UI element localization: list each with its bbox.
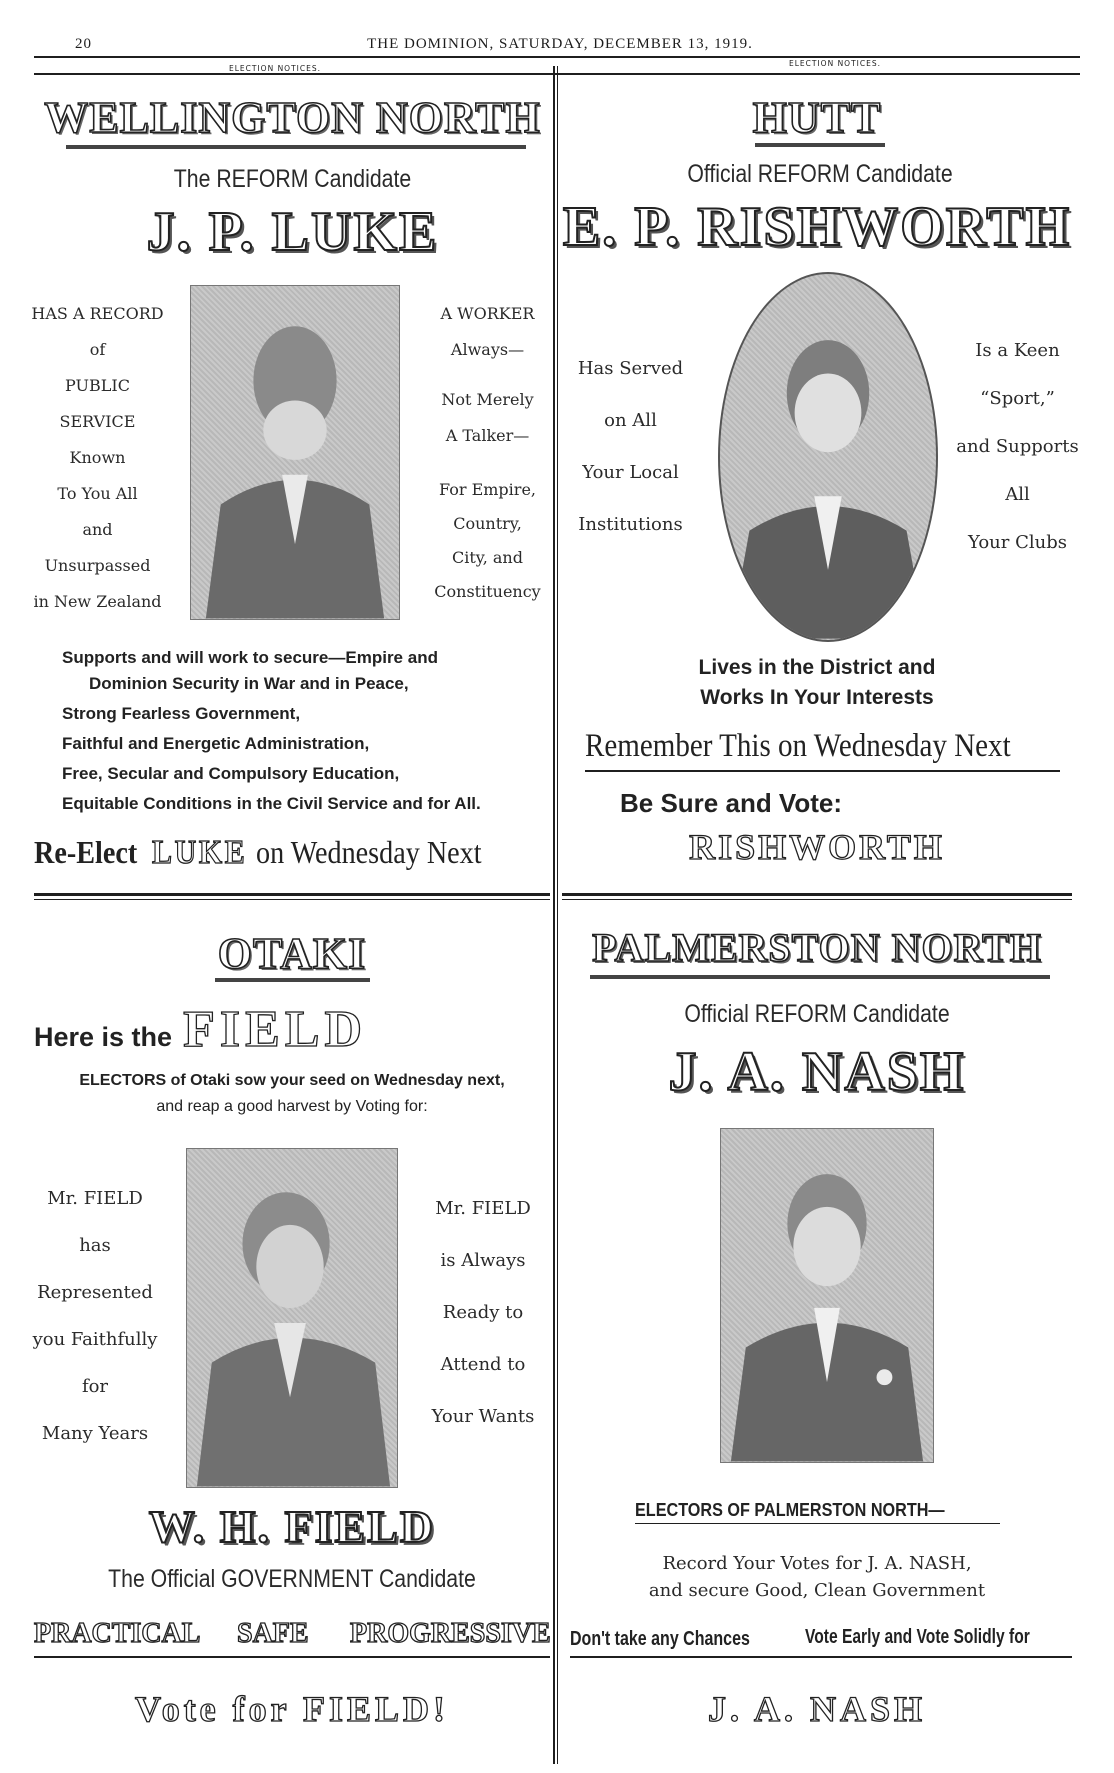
mid-divider-left bbox=[34, 893, 550, 896]
traits-line bbox=[34, 1618, 550, 1658]
trait-safe: SAFE bbox=[237, 1618, 309, 1649]
electors-line-1: ELECTORS of Otaki sow your seed on Wednesday next, bbox=[79, 1072, 505, 1089]
candidate-portrait bbox=[720, 1128, 934, 1463]
column-line: Has Served bbox=[577, 358, 684, 379]
left-column-text bbox=[568, 360, 693, 568]
column-line: you Faithfully bbox=[32, 1329, 158, 1350]
column-line: Constituency bbox=[434, 582, 541, 601]
column-line: Is a Keen bbox=[975, 340, 1060, 361]
chances-line: Don't take any Chances bbox=[570, 1628, 750, 1650]
column-line: “Sport,” bbox=[980, 388, 1055, 409]
candidate-portrait bbox=[190, 285, 400, 620]
electors-heading: ELECTORS OF PALMERSTON NORTH— bbox=[635, 1500, 945, 1520]
column-line: City, and bbox=[452, 548, 523, 567]
lives-line-2: Works In Your Interests bbox=[700, 686, 934, 709]
column-line: Not Merely bbox=[441, 390, 534, 409]
mid-divider-right bbox=[562, 893, 1072, 896]
platform-item: Supports and will work to secure—Empire and bbox=[62, 648, 438, 667]
vote-early-line: Vote Early and Vote Solidly for bbox=[805, 1626, 1030, 1648]
page-number: 20 bbox=[75, 36, 92, 52]
candidate-portrait bbox=[718, 272, 938, 642]
left-column-text bbox=[30, 306, 165, 630]
platform-item: Strong Fearless Government, bbox=[62, 704, 301, 723]
trait-practical: PRACTICAL bbox=[34, 1618, 201, 1649]
district-heading: PALMERSTON NORTH bbox=[592, 925, 1042, 970]
remember-underline bbox=[585, 770, 1060, 772]
vote-name: J. A. NASH bbox=[707, 1689, 927, 1729]
section-label-left: ELECTION NOTICES. bbox=[228, 64, 321, 73]
column-line: Represented bbox=[37, 1282, 153, 1303]
vote-for-line: Vote for FIELD! bbox=[135, 1689, 449, 1729]
vote-name: RISHWORTH bbox=[689, 827, 945, 867]
column-line: SERVICE bbox=[59, 412, 136, 431]
heading-underline bbox=[590, 975, 1050, 979]
column-line: PUBLIC bbox=[65, 376, 130, 395]
platform-item: Faithful and Energetic Administration, bbox=[62, 734, 370, 753]
column-line: Mr. FIELD bbox=[435, 1198, 531, 1219]
column-line: Your Clubs bbox=[968, 532, 1067, 553]
portrait-illustration bbox=[721, 1129, 933, 1462]
column-line: All bbox=[1005, 484, 1030, 505]
right-column-text bbox=[955, 342, 1080, 582]
candidate-name: J. A. NASH bbox=[668, 1041, 966, 1103]
field-word: FIELD bbox=[183, 1001, 368, 1058]
column-line: Known bbox=[69, 448, 126, 467]
portrait-illustration bbox=[720, 274, 936, 640]
chances-underline bbox=[570, 1656, 1072, 1658]
district-heading: HUTT bbox=[752, 93, 882, 142]
column-line: is Always bbox=[440, 1250, 526, 1271]
column-line: has bbox=[79, 1235, 111, 1256]
column-line: Attend to bbox=[440, 1354, 526, 1375]
electors-underline bbox=[635, 1523, 1000, 1524]
mid-divider-left-2 bbox=[34, 899, 550, 900]
trait-progressive: PROGRESSIVE bbox=[350, 1618, 551, 1649]
newspaper-masthead: THE DOMINION, SATURDAY, DECEMBER 13, 1919. bbox=[367, 36, 753, 52]
masthead-rule bbox=[34, 56, 1080, 58]
platform-item: Free, Secular and Compulsory Education, bbox=[62, 764, 400, 783]
column-line: Many Years bbox=[41, 1423, 149, 1444]
here-is-the-line bbox=[34, 1000, 550, 1059]
candidate-subtitle: Official REFORM Candidate bbox=[687, 160, 953, 188]
column-line: on All bbox=[604, 410, 657, 431]
lives-line-1: Lives in the District and bbox=[698, 656, 936, 679]
slogan-prefix: Re-Elect bbox=[34, 834, 138, 870]
platform-item: Dominion Security in War and in Peace, bbox=[89, 674, 409, 693]
slogan-name: LUKE bbox=[152, 834, 248, 871]
platform-list bbox=[62, 648, 547, 824]
column-line: For Empire, bbox=[438, 480, 536, 499]
record-line-1: Record Your Votes for J. A. NASH, bbox=[662, 1553, 972, 1574]
candidate-subtitle: The Official GOVERNMENT Candidate bbox=[108, 1565, 476, 1593]
column-line: and bbox=[82, 520, 113, 539]
slogan-suffix: on Wednesday Next bbox=[255, 834, 482, 870]
section-label-right: ELECTION NOTICES. bbox=[788, 59, 881, 68]
column-line: HAS A RECORD bbox=[31, 304, 164, 323]
right-column-text bbox=[420, 306, 555, 618]
column-line: of bbox=[89, 340, 106, 359]
traits-underline bbox=[34, 1656, 550, 1658]
column-line: Always— bbox=[450, 340, 525, 359]
candidate-subtitle: The REFORM Candidate bbox=[173, 165, 412, 193]
remember-line: Remember This on Wednesday Next bbox=[585, 728, 1011, 764]
heading-underline bbox=[66, 145, 526, 149]
column-line: A Talker— bbox=[445, 426, 530, 445]
column-line: Institutions bbox=[578, 514, 683, 535]
column-divider-inner bbox=[557, 66, 558, 1764]
be-sure-line: Be Sure and Vote: bbox=[620, 788, 843, 818]
column-line: Country, bbox=[453, 514, 522, 533]
column-line: Mr. FIELD bbox=[47, 1188, 143, 1209]
column-line: To You All bbox=[57, 484, 138, 503]
column-line: Your Wants bbox=[431, 1406, 535, 1427]
candidate-portrait bbox=[186, 1148, 398, 1488]
candidate-name: J. P. LUKE bbox=[146, 201, 439, 263]
column-line: Your Local bbox=[582, 462, 679, 483]
portrait-illustration bbox=[191, 286, 399, 619]
heading-underline bbox=[215, 978, 370, 982]
left-column-text bbox=[30, 1190, 160, 1472]
column-line: Ready to bbox=[442, 1302, 524, 1323]
candidate-name: W. H. FIELD bbox=[148, 1501, 436, 1552]
electors-line-2: and reap a good harvest by Voting for: bbox=[156, 1098, 428, 1115]
column-line: in New Zealand bbox=[33, 592, 162, 611]
mid-divider-right-2 bbox=[562, 899, 1072, 900]
here-is-text: Here is the bbox=[34, 1022, 173, 1052]
column-line: and Supports bbox=[956, 436, 1079, 457]
slogan-line bbox=[34, 834, 554, 872]
platform-item: Equitable Conditions in the Civil Service and for All. bbox=[62, 794, 481, 813]
record-line-2: and secure Good, Clean Government bbox=[648, 1580, 986, 1601]
district-heading: OTAKI bbox=[217, 929, 367, 978]
heading-underline bbox=[755, 143, 885, 147]
candidate-subtitle: Official REFORM Candidate bbox=[684, 1000, 950, 1028]
candidate-name: E. P. RISHWORTH bbox=[562, 196, 1072, 258]
district-heading: WELLINGTON NORTH bbox=[44, 93, 541, 142]
column-line: Unsurpassed bbox=[44, 556, 151, 575]
right-column-text bbox=[418, 1200, 548, 1460]
column-line: for bbox=[81, 1376, 109, 1397]
portrait-illustration bbox=[187, 1149, 397, 1487]
column-line: A WORKER bbox=[440, 304, 535, 323]
